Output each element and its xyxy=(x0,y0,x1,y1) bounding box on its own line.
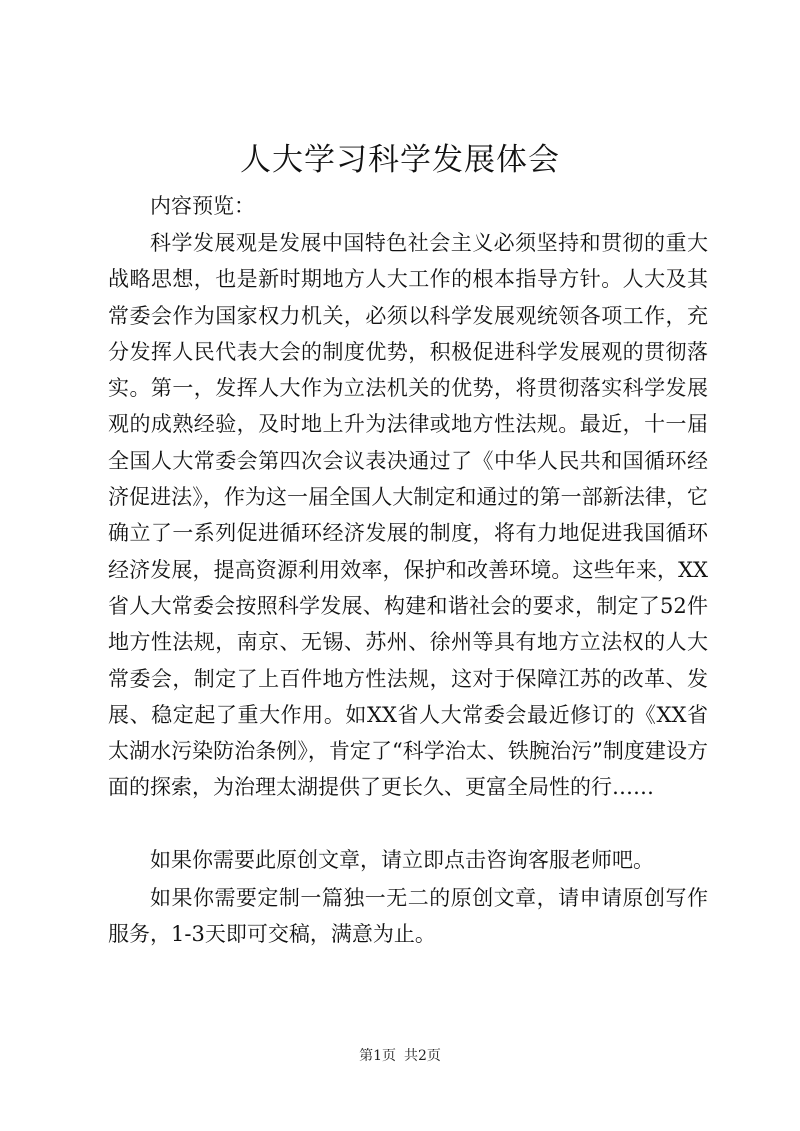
page-total: 共2页 xyxy=(404,1048,441,1064)
preview-label: 内容预览： xyxy=(150,194,255,218)
page-current: 第1页 xyxy=(359,1048,396,1064)
service-note-block xyxy=(108,842,708,878)
service-note-1: 如果你需要此原创文章，请立即点击咨询客服老师吧。 xyxy=(150,848,654,872)
service-note-2: 如果你需要定制一篇独一无二的原创文章，请申请原创写作服务，1-3天即可交稿，满意为止。 xyxy=(108,886,708,947)
page-title: 人大学习科学发展体会 xyxy=(240,142,560,178)
preview-label-block xyxy=(108,188,708,224)
page-footer xyxy=(0,1046,800,1066)
main-paragraph: 科学发展观是发展中国特色社会主义必须坚持和贯彻的重大战略思想，也是新时期地方人大工作的根本指导方针。人大及其常委会作为国家权力机关，必须以科学发展观统领各项工作，充分发挥人民代表大会的制度优势，积极促进科学发展观的贯彻落实。第一，发挥人大作为立法机关的优势，将贯彻落实科学发展观的成熟经验，及时地上升为法律或地方性法规。最近，十一届全国人大常委会第四次会议表决通过了《中华人民共和国循环经济促进法》，作为这一届全国人大制定和通过的第一部新法律，它确立了一系列促进循环经济发展的制度，将有力地促进我国循环经济发展，提高资源利用效率，保护和改善环境。这些年来，XX省人大常委会按照科学发展、构建和谐社会的要求，制定了52件地方性法规，南京、无锡、苏州、徐州等具有地方立法权的人大常委会，制定了上百件地方性法规，这对于保障江苏的改革、发展、稳定起了重大作用。如XX省人大常委会最近修订的《XX省太湖水污染防治条例》，肯定了“科学治太、铁腕治污”制度建设方面的探索，为治理太湖提供了更长久、更富全局性的行…… xyxy=(108,231,708,800)
main-content-block xyxy=(108,225,708,806)
custom-writing-note-block xyxy=(108,880,708,953)
